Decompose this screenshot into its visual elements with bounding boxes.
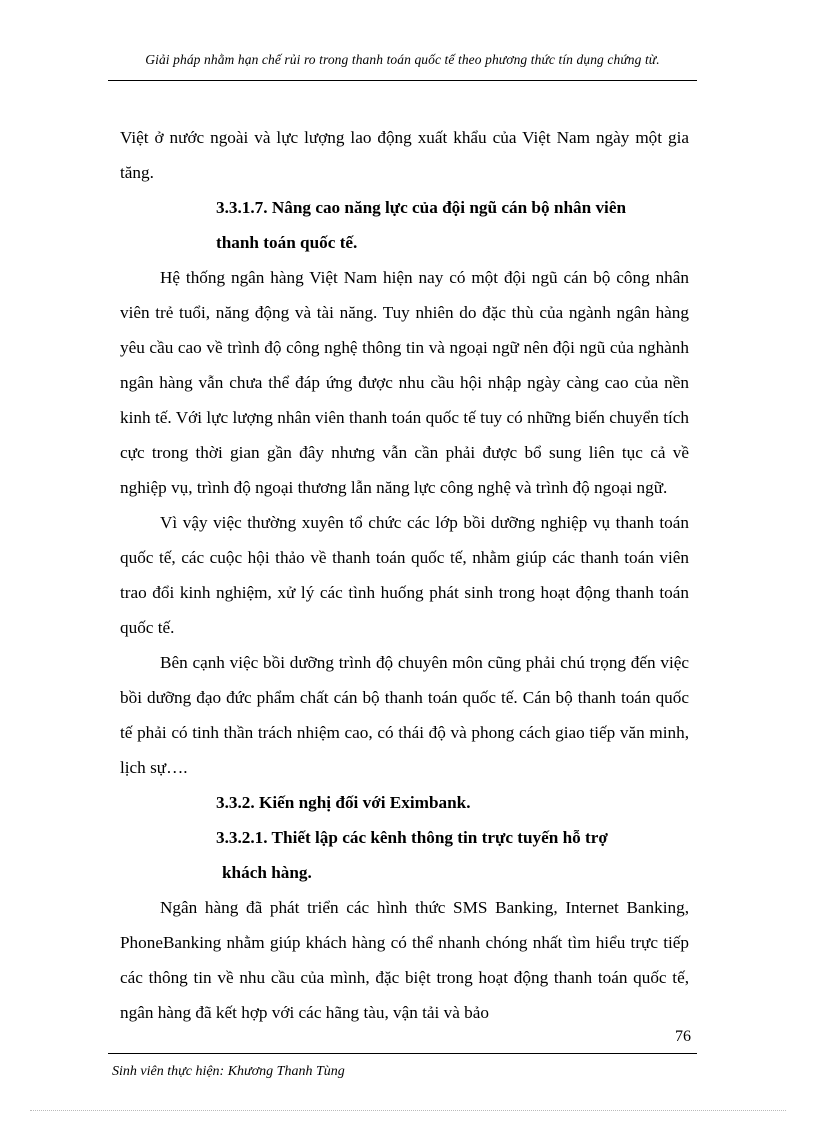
- page-frame: [108, 20, 697, 1090]
- section-heading-332: 3.3.2. Kiến nghị đối với Eximbank.: [216, 793, 471, 812]
- footer-author: Sinh viên thực hiện: Khương Thanh Tùng: [112, 1064, 345, 1079]
- intro-paragraph: Việt ở nước ngoài và lực lượng lao động xuất khẩu của Việt Nam ngày một gia tăng.: [120, 128, 689, 182]
- page-bottom-dotted-line: [30, 1110, 786, 1111]
- paragraph-3: Bên cạnh việc bồi dưỡng trình độ chuyên môn cũng phải chú trọng đến việc bồi dưỡng đạo đức phẩm chất cán bộ thanh toán quốc tế. Cán bộ thanh toán quốc tế phải có tinh thần trách nhiệm cao, có thái độ và phong cách giao tiếp văn minh, lịch sự….: [120, 653, 689, 777]
- paragraph-4: Ngân hàng đã phát triển các hình thức SMS Banking, Internet Banking, PhoneBanking nhằm giúp khách hàng có thể nhanh chóng nhất tìm hiểu trực tiếp các thông tin về nhu cầu của mình, đặc biệt trong hoạt động thanh toán quốc tế, ngân hàng đã kết hợp với các hãng tàu, vận tải và bảo: [120, 898, 689, 1022]
- section-heading-3317: 3.3.1.7. Nâng cao năng lực của đội ngũ cán bộ nhân viên: [216, 198, 627, 217]
- page-number: 76: [675, 1028, 691, 1045]
- header-rule: [108, 80, 697, 81]
- section-heading-3321-cont: khách hàng.: [222, 863, 312, 882]
- running-header: Giải pháp nhằm hạn chế rủi ro trong thanh toán quốc tế theo phương thức tín dụng chứng từ.: [145, 52, 660, 67]
- paragraph-2: Vì vậy việc thường xuyên tổ chức các lớp bồi dưỡng nghiệp vụ thanh toán quốc tế, các cuộc hội thảo về thanh toán quốc tế, nhằm giúp các thanh toán viên trao đổi kinh nghiệm, xử lý các tình huống phát sinh trong hoạt động thanh toán quốc tế.: [120, 513, 689, 637]
- section-heading-3317-cont: thanh toán quốc tế.: [216, 233, 358, 252]
- paragraph-1: Hệ thống ngân hàng Việt Nam hiện nay có một đội ngũ cán bộ công nhân viên trẻ tuổi, năng động và tài năng. Tuy nhiên do đặc thù của ngành ngân hàng yêu cầu cao về trình độ công nghệ thông tin và ngoại ngữ nên đội ngũ của nghành ngân hàng vẫn chưa thể đáp ứng được nhu cầu hội nhập ngày càng cao của nền kinh tế. Với lực lượng nhân viên thanh toán quốc tế tuy có những biến chuyển tích cực trong thời gian gần đây nhưng vẫn cần phải được bổ sung liên tục cả về nghiệp vụ, trình độ ngoại thương lẫn năng lực công nghệ và trình độ ngoại ngữ.: [120, 268, 689, 497]
- section-heading-3321: 3.3.2.1. Thiết lập các kênh thông tin trực tuyến hỗ trợ: [216, 828, 608, 847]
- main-content: [120, 120, 689, 1030]
- footer-rule: [108, 1053, 697, 1054]
